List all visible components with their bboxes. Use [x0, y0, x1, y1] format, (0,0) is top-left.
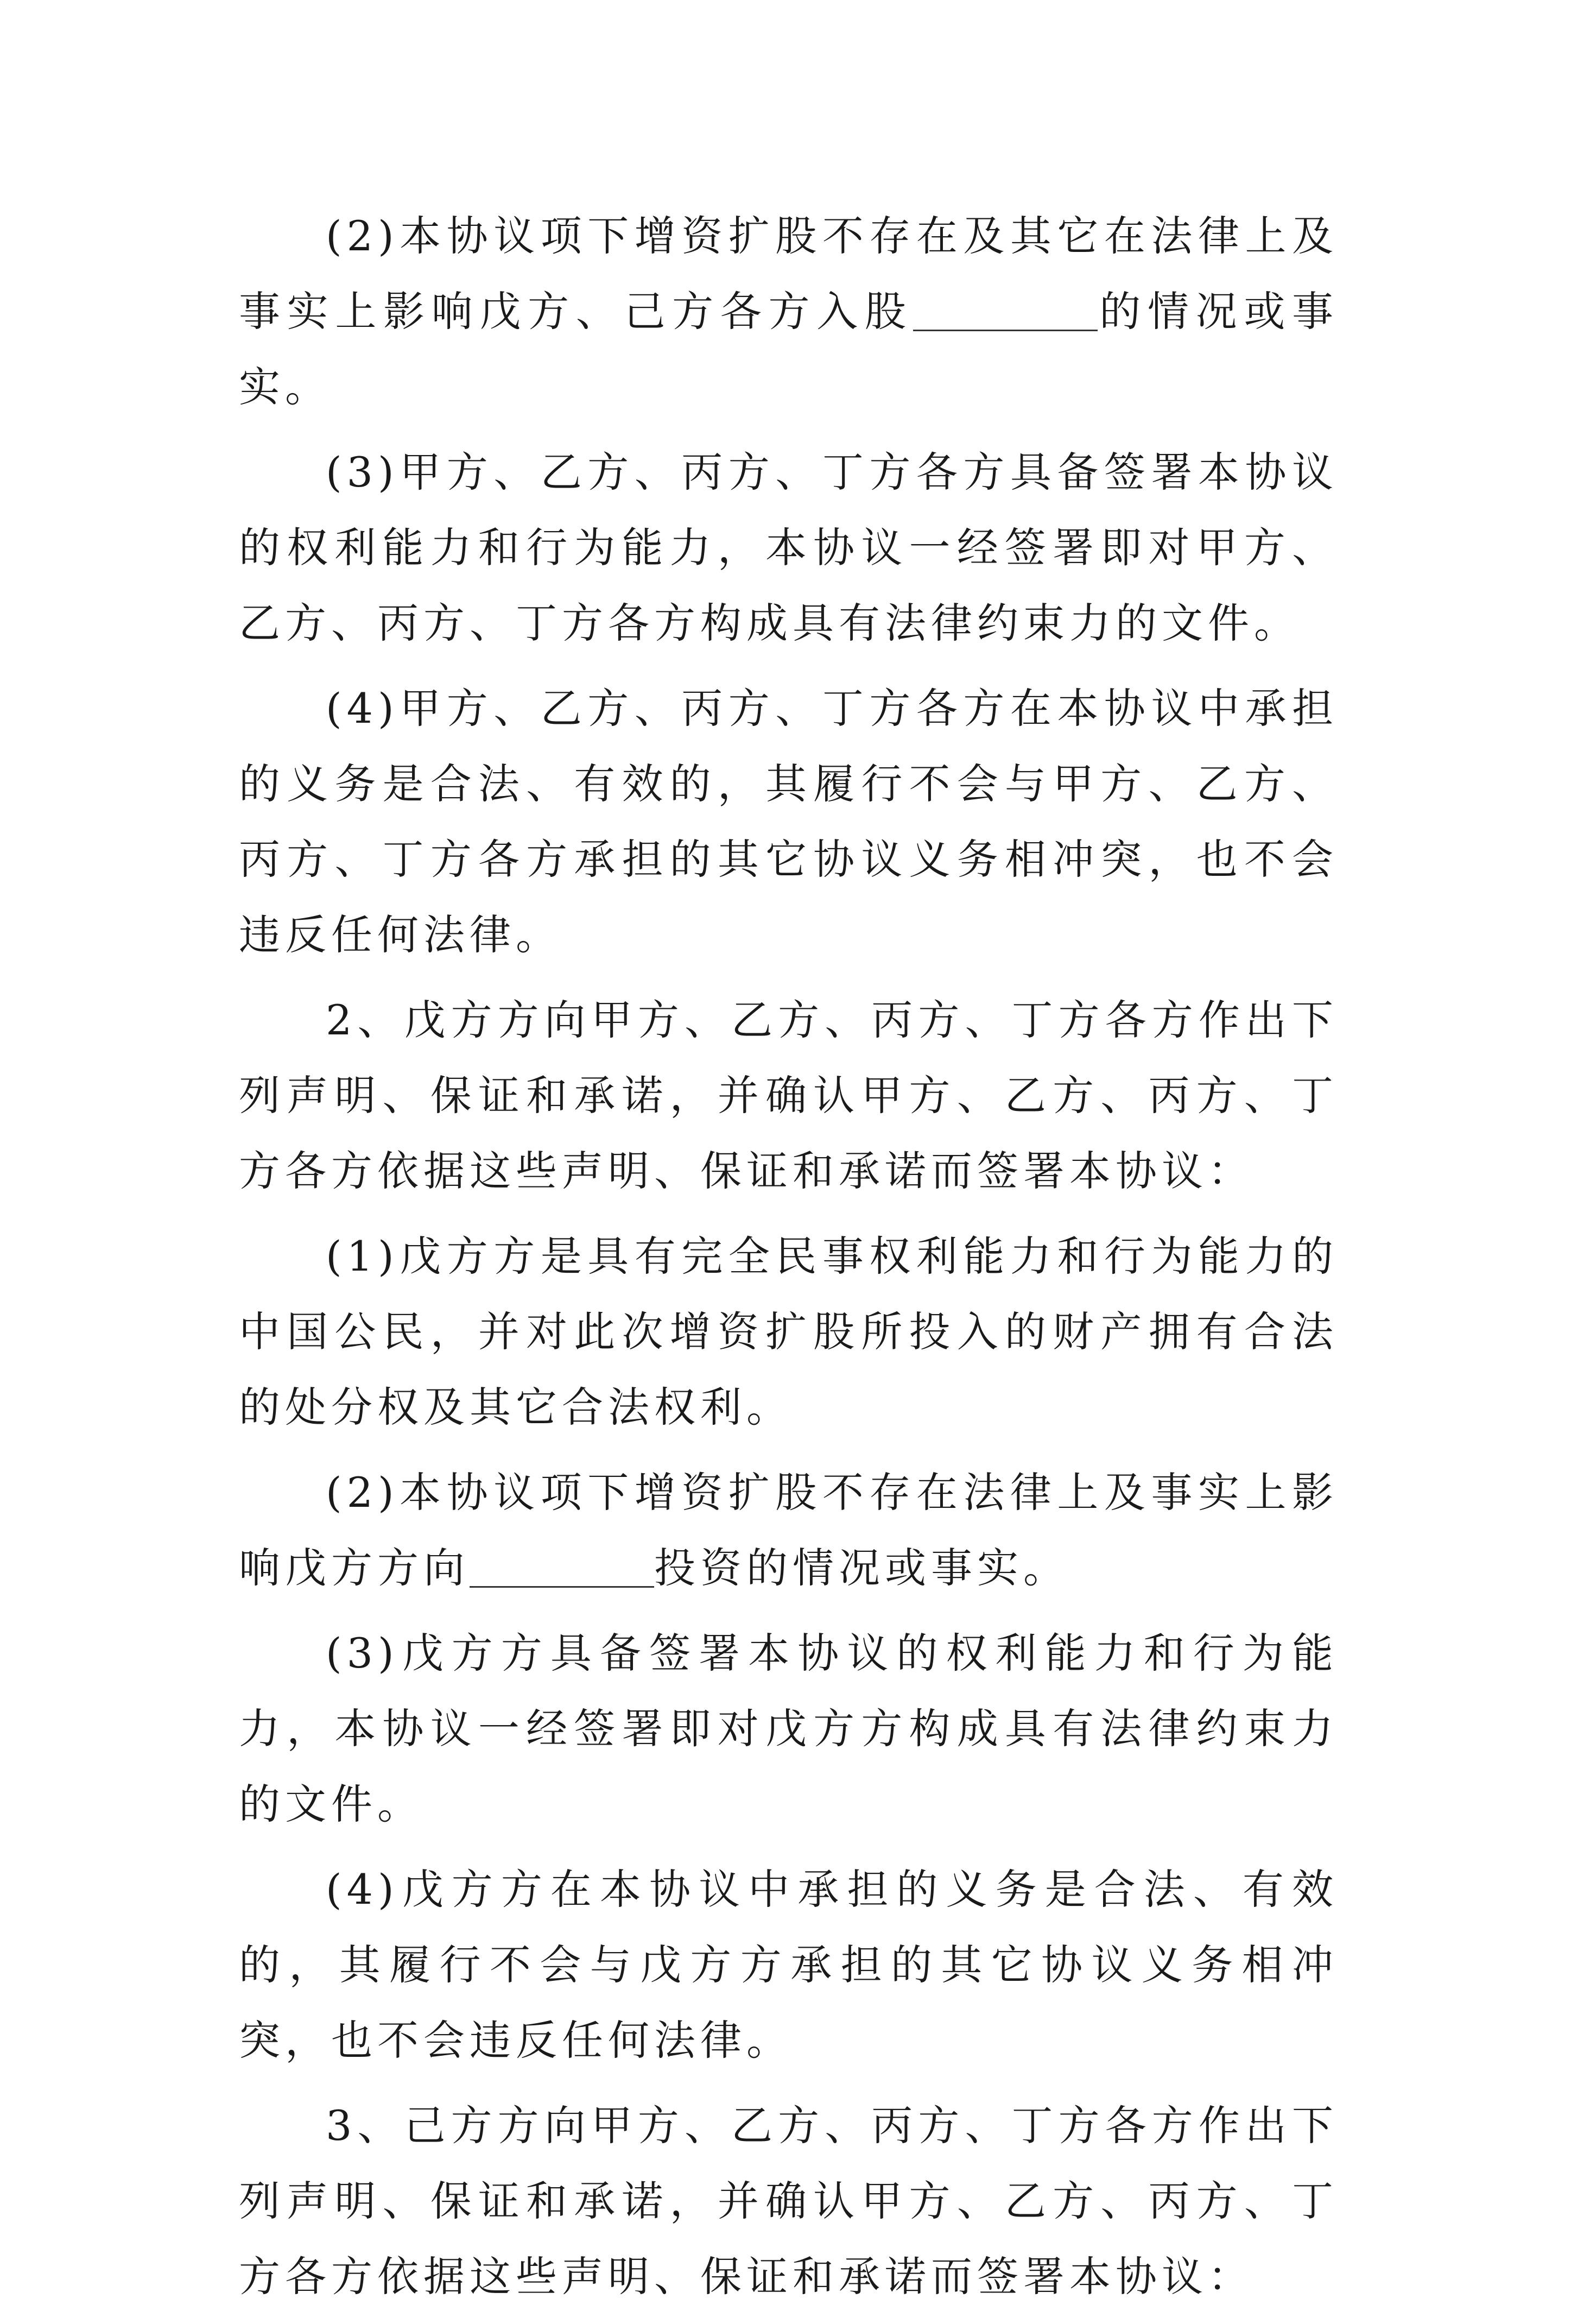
- paragraph-9: 3、己方方向甲方、乙方、丙方、丁方各方作出下列声明、保证和承诺，并确认甲方、乙方、丙方、丁方各方依据这些声明、保证和承诺而签署本协议：: [239, 2101, 1338, 2301]
- paragraph-8: (4)戊方方在本协议中承担的义务是合法、有效的，其履行不会与戊方方承担的其它协议义务相冲突，也不会违反任何法律。: [239, 1865, 1338, 2064]
- paragraph-6-text-before: (2)本协议项下增资扩股不存在法律上及事实上影响戊方方向: [239, 1468, 1338, 1592]
- paragraph-1-text-before: (2)本协议项下增资扩股不存在及其它在法律上及事实上影响戊方、己方各方入股: [239, 212, 1338, 336]
- document-body: [239, 198, 1338, 2324]
- paragraph-4: 2、戊方方向甲方、乙方、丙方、丁方各方作出下列声明、保证和承诺，并确认甲方、乙方、丙方、丁方各方依据这些声明、保证和承诺而签署本协议：: [239, 996, 1338, 1195]
- paragraph-6-text-after: 投资的情况或事实。: [654, 1544, 1069, 1592]
- paragraph-6: [239, 1455, 1338, 1606]
- fill-in-blank-1: [913, 288, 1098, 331]
- fill-in-blank-2: [470, 1545, 654, 1588]
- paragraph-7: (3)戊方方具备签署本协议的权利能力和行为能力，本协议一经签署即对戊方方构成具有法律约束力的文件。: [239, 1629, 1338, 1828]
- paragraph-5: (1)戊方方是具有完全民事权利能力和行为能力的中国公民，并对此次增资扩股所投入的财产拥有合法的处分权及其它合法权利。: [239, 1232, 1338, 1431]
- paragraph-1: [239, 198, 1338, 425]
- paragraph-1-text-after: 的情况或事实。: [239, 287, 1339, 411]
- paragraph-3: (4)甲方、乙方、丙方、丁方各方在本协议中承担的义务是合法、有效的，其履行不会与甲方、乙方、丙方、丁方各方承担的其它协议义务相冲突，也不会违反任何法律。: [239, 684, 1338, 959]
- paragraph-2: (3)甲方、乙方、丙方、丁方各方具备签署本协议的权利能力和行为能力，本协议一经签署即对甲方、乙方、丙方、丁方各方构成具有法律约束力的文件。: [239, 448, 1338, 647]
